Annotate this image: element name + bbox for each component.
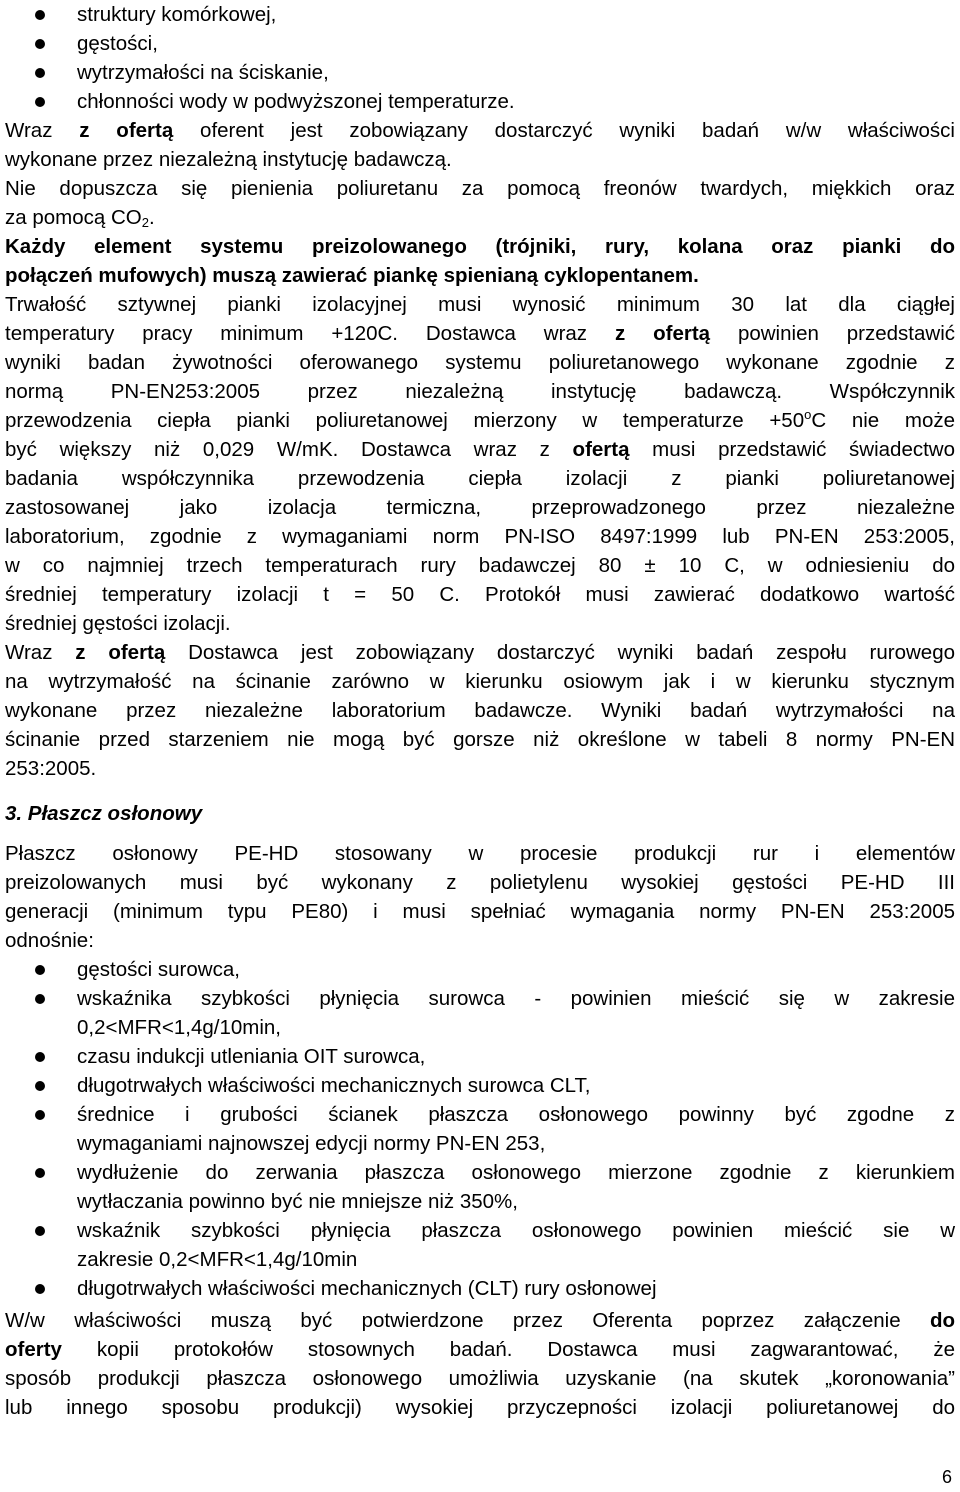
bullet-marker xyxy=(35,1110,45,1120)
paragraph-line: być większy niż 0,029 W/mK. Dostawca wraz z ofertą musi przedstawić świadectwo xyxy=(5,438,955,461)
paragraph-line-bold: Każdy element systemu preizolowanego (trójniki, rury, kolana oraz pianki do xyxy=(5,235,955,258)
bullet-marker xyxy=(35,1284,45,1294)
paragraph-line: Wraz z ofertą oferent jest zobowiązany dostarczyć wyniki badań w/w właściwości xyxy=(5,119,955,142)
paragraph-line: generacji (minimum typu PE80) i musi spełniać wymagania normy PN-EN 253:2005 xyxy=(5,900,955,923)
paragraph-line: wyniki badan żywotności oferowanego systemu poliuretanowego wykonane zgodnie z xyxy=(5,351,955,374)
paragraph-line: temperatury pracy minimum +120C. Dostawca wraz z ofertą powinien przedstawić xyxy=(5,322,955,345)
paragraph-line-bold: połączeń mufowych) muszą zawierać piankę spienianą cyklopentanem. xyxy=(5,264,699,287)
list-item: długotrwałych właściwości mechanicznych surowca CLT, xyxy=(77,1074,591,1097)
bullet-marker xyxy=(35,965,45,975)
bullet-marker xyxy=(35,68,45,78)
paragraph-line: W/w właściwości muszą być potwierdzone przez Oferenta poprzez załączenie do xyxy=(5,1309,955,1332)
list-item: chłonności wody w podwyższonej temperaturze. xyxy=(77,90,515,113)
paragraph-line: Nie dopuszcza się pienienia poliuretanu za pomocą freonów twardych, miękkich oraz xyxy=(5,177,955,200)
bullet-marker xyxy=(35,994,45,1004)
list-item: wskaźnika szybkości płynięcia surowca - powinien mieścić się w zakresie xyxy=(77,987,955,1010)
paragraph-line: laboratorium, zgodnie z wymaganiami norm PN-ISO 8497:1999 lub PN-EN 253:2005, xyxy=(5,525,955,548)
page-number: 6 xyxy=(941,1467,952,1487)
bullet-marker xyxy=(35,10,45,20)
paragraph-line: preizolowanych musi być wykonany z polietylenu wysokiej gęstości PE-HD III xyxy=(5,871,955,894)
bullet-marker xyxy=(35,1052,45,1062)
paragraph-line: średniej temperatury izolacji t = 50 C. Protokół musi zawierać dodatkowo wartość xyxy=(5,583,955,606)
bullet-marker xyxy=(35,1168,45,1178)
paragraph-line: badania współczynnika przewodzenia ciepła izolacji z pianki poliuretanowej xyxy=(5,467,955,490)
list-item: średnice i grubości ścianek płaszcza osłonowego powinny być zgodne z xyxy=(77,1103,955,1126)
paragraph-line: przewodzenia ciepła pianki poliuretanowej mierzony w temperaturze $+50^oC$ nie może xyxy=(5,407,955,432)
paragraph-line: 253:2005. xyxy=(5,757,97,780)
bullet-marker xyxy=(35,1226,45,1236)
paragraph-line: sposób produkcji płaszcza osłonowego umożliwia uzyskanie (na skutek „koronowania” xyxy=(5,1367,955,1390)
bullet-marker xyxy=(35,97,45,107)
list-item-continuation: 0,2<MFR<1,4g/10min, xyxy=(77,1016,281,1039)
paragraph-line: odnośnie: xyxy=(5,929,94,952)
paragraph-line: normą PN-EN253:2005 przez niezależną instytucję badawczą. Współczynnik xyxy=(5,380,955,403)
list-item: wytrzymałości na ściskanie, xyxy=(77,61,329,84)
paragraph-line: Trwałość sztywnej pianki izolacyjnej musi wynosić minimum 30 lat dla ciągłej xyxy=(5,293,955,316)
paragraph-line: Płaszcz osłonowy PE-HD stosowany w procesie produkcji rur i elementów xyxy=(5,842,955,865)
list-item: wskaźnik szybkości płynięcia płaszcza osłonowego powinien mieścić sie w xyxy=(77,1219,955,1242)
list-item: długotrwałych właściwości mechanicznych (CLT) rury osłonowej xyxy=(77,1277,657,1300)
paragraph-line: za pomocą $CO_2$. xyxy=(5,206,155,230)
bullet-marker xyxy=(35,39,45,49)
section-heading: 3. Płaszcz osłonowy xyxy=(5,802,203,825)
list-item-continuation: zakresie 0,2<MFR<1,4g/10min xyxy=(77,1248,358,1271)
list-item: wydłużenie do zerwania płaszcza osłonowego mierzone zgodnie z kierunkiem xyxy=(77,1161,955,1184)
paragraph-line: lub innego sposobu produkcji) wysokiej przyczepności izolacji poliuretanowej do xyxy=(5,1396,955,1419)
paragraph-line: zastosowanej jako izolacja termiczna, przeprowadzonego przez niezależne xyxy=(5,496,955,519)
list-item: struktury komórkowej, xyxy=(77,3,277,26)
paragraph-line: średniej gęstości izolacji. xyxy=(5,612,231,635)
paragraph-line: wykonane przez niezależne laboratorium badawcze. Wyniki badań wytrzymałości na xyxy=(5,699,955,722)
list-item: gęstości, xyxy=(77,32,158,55)
paragraph-line: wykonane przez niezależną instytucję badawczą. xyxy=(5,148,452,171)
paragraph-line: w co najmniej trzech temperaturach rury badawczej 80 ± 10 C, w odniesieniu do xyxy=(5,554,955,577)
paragraph-line: na wytrzymałość na ścinanie zarówno w kierunku osiowym jak i w kierunku stycznym xyxy=(5,670,955,693)
list-item-continuation: wytłaczania powinno być nie mniejsze niż 350%, xyxy=(77,1190,518,1213)
paragraph-line: oferty kopii protokołów stosownych badań. Dostawca musi zagwarantować, że xyxy=(5,1338,955,1361)
bullet-marker xyxy=(35,1081,45,1091)
paragraph-line: ścinanie przed starzeniem nie mogą być gorsze niż określone w tabeli 8 normy PN-EN xyxy=(5,728,955,751)
list-item-continuation: wymaganiami najnowszej edycji normy PN-EN 253, xyxy=(77,1132,546,1155)
paragraph-line: Wraz z ofertą Dostawca jest zobowiązany dostarczyć wyniki badań zespołu rurowego xyxy=(5,641,956,664)
list-item: czasu indukcji utleniania OIT surowca, xyxy=(77,1045,426,1068)
list-item: gęstości surowca, xyxy=(77,958,240,981)
